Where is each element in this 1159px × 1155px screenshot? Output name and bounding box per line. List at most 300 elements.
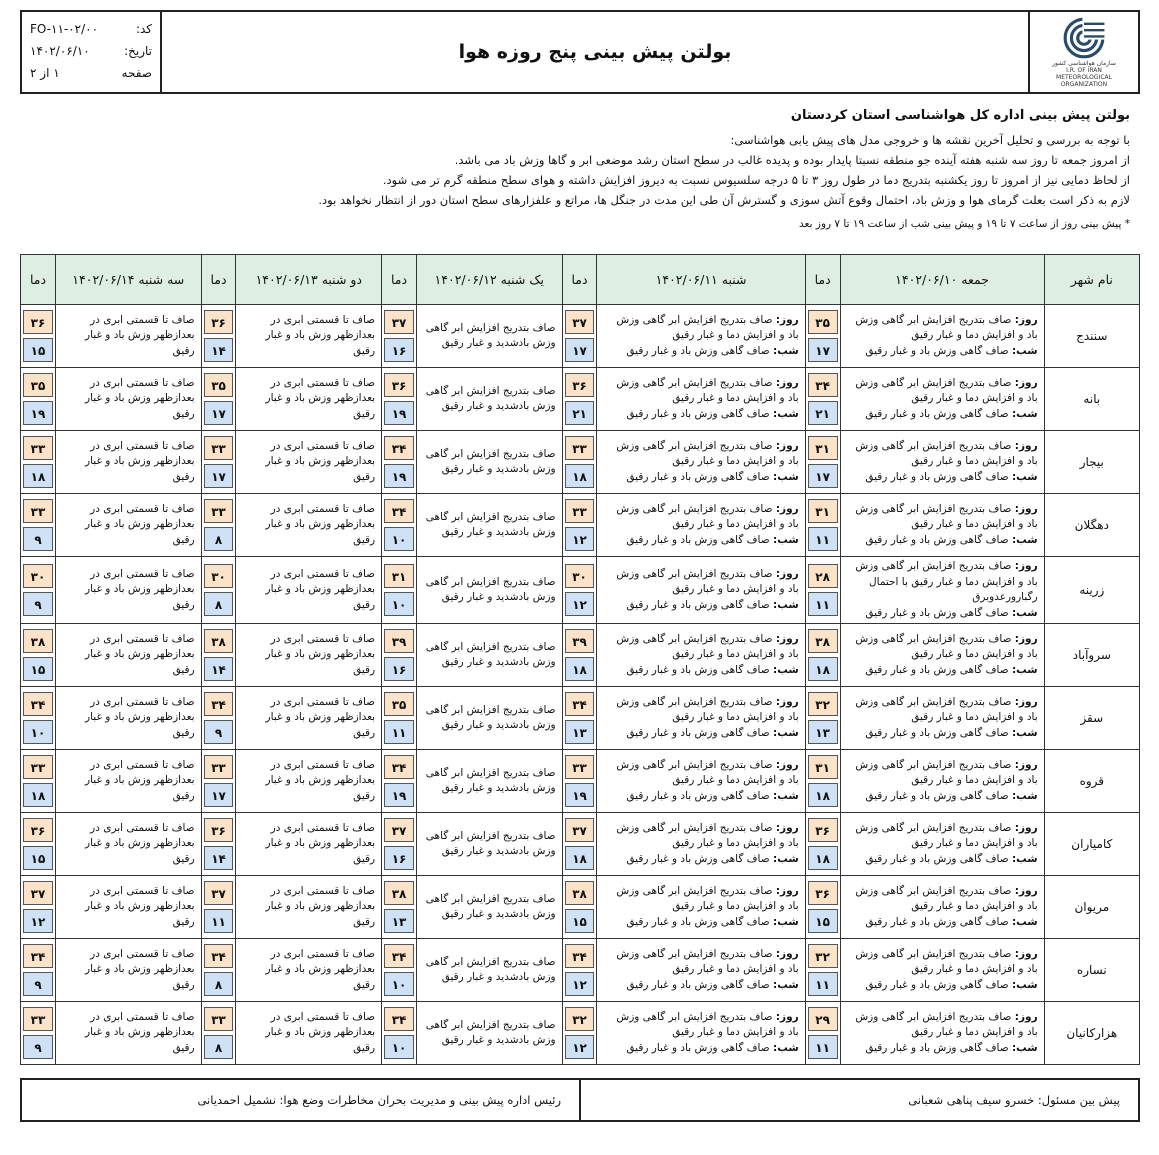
temp-cell [805, 1002, 840, 1065]
temp-cell [382, 939, 417, 1002]
temp-cell [562, 305, 597, 368]
min-temp: ۸ [204, 1035, 234, 1059]
night-forecast: صاف گاهی وزش باد و غبار رقیق [626, 915, 770, 928]
night-forecast: صاف گاهی وزش باد و غبار رقیق [626, 852, 770, 865]
temp-cell [21, 368, 56, 431]
table-row [21, 494, 1140, 557]
min-temp: ۱۷ [808, 338, 838, 362]
max-temp: ۳۸ [808, 629, 838, 653]
table-row [21, 687, 1140, 750]
temp-cell [21, 750, 56, 813]
day-label: روز: [1014, 376, 1038, 389]
day-forecast: صاف بتدریج افزایش ابر گاهی وزش باد و افزایش دما و غبار رقیق [616, 502, 799, 531]
forecast-text: صاف تا قسمتی ابری در بعدازظهر وزش باد و غبار رقیق [265, 502, 376, 546]
day-forecast: صاف بتدریج افزایش ابر گاهی وزش باد و افزایش دما و غبار رقیق [855, 947, 1038, 976]
forecast-text: صاف تا قسمتی ابری در بعدازظهر وزش باد و غبار رقیق [85, 313, 195, 357]
min-temp: ۱۰ [384, 1035, 414, 1059]
min-temp: ۱۲ [23, 909, 53, 933]
table-row [21, 876, 1140, 939]
day-forecast: صاف بتدریج افزایش ابر گاهی وزش باد و افزایش دما و غبار رقیق [855, 1010, 1038, 1039]
table-row [21, 939, 1140, 1002]
max-temp: ۳۶ [23, 818, 53, 842]
temp-cell [562, 876, 597, 939]
night-label: شب: [1011, 1041, 1038, 1054]
forecast-cell [55, 1002, 201, 1065]
forecast-cell [597, 368, 805, 431]
max-temp: ۳۲ [808, 944, 838, 968]
min-temp: ۱۵ [565, 909, 595, 933]
bulletin-title: بولتن پیش بینی پنج روزه هوا [458, 41, 732, 63]
night-forecast: صاف گاهی وزش باد و غبار رقیق [865, 915, 1009, 928]
max-temp: ۳۷ [204, 881, 234, 905]
forecast-cell [416, 939, 562, 1002]
forecast-cell [55, 750, 201, 813]
day-forecast: صاف بتدریج افزایش ابر گاهی وزش باد و افزایش دما و غبار رقیق [855, 313, 1038, 342]
max-temp: ۳۴ [384, 755, 414, 779]
col-temp: دما [382, 255, 417, 305]
forecast-cell [416, 494, 562, 557]
night-forecast: صاف گاهی وزش باد و غبار رقیق [626, 789, 770, 802]
day-label: روز: [775, 502, 799, 515]
min-temp: ۱۱ [808, 972, 838, 996]
max-temp: ۳۳ [565, 436, 595, 460]
max-temp: ۳۶ [565, 373, 595, 397]
forecast-cell [416, 687, 562, 750]
temp-cell [805, 876, 840, 939]
min-temp: ۹ [204, 720, 234, 744]
forecast-cell [55, 624, 201, 687]
night-label: شب: [773, 533, 799, 546]
forecast-cell [840, 687, 1044, 750]
min-temp: ۱۵ [23, 846, 53, 870]
max-temp: ۳۴ [565, 692, 595, 716]
forecast-cell [840, 368, 1044, 431]
min-temp: ۱۷ [204, 783, 234, 807]
max-temp: ۳۳ [23, 755, 53, 779]
night-label: شب: [1011, 789, 1038, 802]
night-forecast: صاف گاهی وزش باد و غبار رقیق [865, 1041, 1009, 1054]
min-temp: ۱۳ [384, 909, 414, 933]
temp-cell [21, 431, 56, 494]
night-forecast: صاف گاهی وزش باد و غبار رقیق [865, 407, 1009, 420]
forecast-text: صاف تا قسمتی ابری در بعدازظهر وزش باد و غبار رقیق [85, 1010, 195, 1054]
day-label: روز: [1014, 632, 1038, 645]
max-temp: ۳۴ [23, 692, 53, 716]
city-name: قروه [1044, 750, 1139, 813]
intro-line: لازم به ذکر است بعلت گرمای هوا و وزش باد، احتمال وقوع آتش سوزی و گسترش آن طی این مدت در جنگل ها، مراتع و علفزارهای سطح استان دور از انتظار نخواهد بود. [318, 193, 1130, 207]
max-temp: ۳۷ [565, 310, 595, 334]
night-label: شب: [773, 470, 799, 483]
temp-cell [562, 557, 597, 624]
forecast-cell [55, 305, 201, 368]
document-meta [22, 12, 162, 92]
forecast-text: صاف تا قسمتی ابری در بعدازظهر وزش باد و غبار رقیق [85, 884, 195, 928]
max-temp: ۳۳ [565, 755, 595, 779]
min-temp: ۱۷ [204, 401, 234, 425]
temp-cell [805, 813, 840, 876]
min-temp: ۸ [204, 527, 234, 551]
forecast-text: صاف تا قسمتی ابری در بعدازظهر وزش باد و غبار رقیق [85, 632, 195, 676]
forecast-cell [236, 557, 382, 624]
temp-cell [21, 939, 56, 1002]
meteorological-logo-icon [1056, 16, 1112, 60]
temp-cell [382, 624, 417, 687]
max-temp: ۳۳ [204, 436, 234, 460]
intro-line: از لحاظ دمایی نیز از امروز تا روز یکشنبه بتدریج دما در طول روز ۳ تا ۵ درجه سلسیوس نسبت به دیروز افزایش داشته و هوای سطح منطقه گرم تر می شود. [382, 173, 1130, 187]
max-temp: ۳۳ [204, 1007, 234, 1031]
table-row [21, 813, 1140, 876]
forecast-text: صاف تا قسمتی ابری در بعدازظهر وزش باد و غبار رقیق [265, 632, 376, 676]
forecast-text: صاف تا قسمتی ابری در بعدازظهر وزش باد و غبار رقیق [85, 821, 195, 865]
forecast-text: صاف تا قسمتی ابری در بعدازظهر وزش باد و غبار رقیق [265, 313, 376, 357]
max-temp: ۳۴ [23, 944, 53, 968]
night-label: شب: [1011, 663, 1038, 676]
night-forecast: صاف گاهی وزش باد و غبار رقیق [626, 533, 770, 546]
max-temp: ۳۷ [384, 818, 414, 842]
temp-cell [382, 750, 417, 813]
forecast-cell [236, 813, 382, 876]
temp-cell [201, 624, 236, 687]
forecast-text: صاف بتدریج افزایش ابر گاهی وزش بادشدید و غبار رقیق [425, 703, 556, 731]
day-label: روز: [775, 567, 799, 580]
bulletin-header [20, 10, 1140, 94]
forecast-cell [416, 876, 562, 939]
table-row [21, 624, 1140, 687]
max-temp: ۲۹ [808, 1007, 838, 1031]
day-label: روز: [1014, 947, 1038, 960]
day-forecast: صاف بتدریج افزایش ابر گاهی وزش باد و افزایش دما و غبار رقیق [855, 502, 1038, 531]
col-day4: دو شنبه ۱۴۰۲/۰۶/۱۳ [236, 255, 382, 305]
day-label: روز: [775, 947, 799, 960]
forecast-text: صاف بتدریج افزایش ابر گاهی وزش بادشدید و غبار رقیق [425, 447, 556, 475]
day-label: روز: [775, 439, 799, 452]
forecast-text: صاف تا قسمتی ابری در بعدازظهر وزش باد و غبار رقیق [265, 758, 376, 802]
forecaster-signature: پیش بین مسئول: خسرو سیف پناهی شعبانی [908, 1093, 1120, 1107]
forecast-table [20, 254, 1140, 1065]
min-temp: ۱۹ [23, 401, 53, 425]
table-row [21, 1002, 1140, 1065]
forecast-cell [55, 494, 201, 557]
night-label: شب: [1011, 915, 1038, 928]
min-temp: ۱۷ [565, 338, 595, 362]
night-label: شب: [773, 407, 799, 420]
min-temp: ۱۱ [384, 720, 414, 744]
night-label: شب: [773, 663, 799, 676]
forecast-cell [597, 1002, 805, 1065]
min-temp: ۱۶ [384, 657, 414, 681]
night-label: شب: [773, 344, 799, 357]
temp-cell [201, 813, 236, 876]
min-temp: ۱۱ [808, 592, 838, 616]
min-temp: ۱۰ [384, 972, 414, 996]
max-temp: ۳۶ [384, 373, 414, 397]
forecast-cell [236, 687, 382, 750]
temp-cell [382, 494, 417, 557]
intro-heading: بولتن پیش بینی اداره کل هواشناسی استان کردستان [790, 108, 1130, 123]
col-temp: دما [805, 255, 840, 305]
forecast-text: صاف تا قسمتی ابری در بعدازظهر وزش باد و غبار رقیق [85, 567, 195, 611]
max-temp: ۳۸ [384, 881, 414, 905]
temp-cell [201, 750, 236, 813]
city-name: دهگلان [1044, 494, 1139, 557]
min-temp: ۹ [23, 592, 53, 616]
min-temp: ۱۲ [565, 972, 595, 996]
temp-cell [562, 1002, 597, 1065]
night-label: شب: [773, 1041, 799, 1054]
forecast-cell [597, 624, 805, 687]
day-label: روز: [1014, 884, 1038, 897]
temp-cell [201, 687, 236, 750]
forecast-cell [840, 939, 1044, 1002]
col-temp: دما [201, 255, 236, 305]
max-temp: ۲۸ [808, 564, 838, 588]
temp-cell [21, 494, 56, 557]
organization-logo [1028, 12, 1138, 92]
forecast-text: صاف بتدریج افزایش ابر گاهی وزش بادشدید و غبار رقیق [425, 766, 556, 794]
day-forecast: صاف بتدریج افزایش ابر گاهی وزش باد و افزایش دما و غبار رقیق [855, 632, 1038, 661]
forecast-cell [840, 813, 1044, 876]
temp-cell [562, 750, 597, 813]
forecast-text: صاف بتدریج افزایش ابر گاهی وزش بادشدید و غبار رقیق [425, 955, 556, 983]
temp-cell [382, 876, 417, 939]
night-label: شب: [1011, 470, 1038, 483]
forecast-cell [416, 750, 562, 813]
code-value: FO-۱۱-۰۲/۰۰ [30, 22, 99, 36]
day-forecast: صاف بتدریج افزایش ابر گاهی وزش باد و افزایش دما و غبار رقیق [855, 758, 1038, 787]
forecast-text: صاف بتدریج افزایش ابر گاهی وزش بادشدید و غبار رقیق [425, 640, 556, 668]
max-temp: ۳۰ [23, 564, 53, 588]
night-forecast: صاف گاهی وزش باد و غبار رقیق [626, 344, 770, 357]
day-label: روز: [775, 695, 799, 708]
forecast-cell [55, 557, 201, 624]
forecast-cell [236, 368, 382, 431]
day-forecast: صاف بتدریج افزایش ابر گاهی وزش باد و افزایش دما و غبار رقیق [616, 821, 799, 850]
night-label: شب: [1011, 533, 1038, 546]
min-temp: ۱۷ [808, 464, 838, 488]
min-temp: ۱۹ [384, 783, 414, 807]
night-forecast: صاف گاهی وزش باد و غبار رقیق [865, 606, 1009, 619]
forecast-cell [55, 813, 201, 876]
forecast-cell [416, 1002, 562, 1065]
city-name: سروآباد [1044, 624, 1139, 687]
forecast-text: صاف تا قسمتی ابری در بعدازظهر وزش باد و غبار رقیق [265, 376, 376, 420]
temp-cell [382, 1002, 417, 1065]
max-temp: ۳۴ [204, 944, 234, 968]
night-forecast: صاف گاهی وزش باد و غبار رقیق [626, 978, 770, 991]
col-day3: یک شنبه ۱۴۰۲/۰۶/۱۲ [416, 255, 562, 305]
temp-cell [562, 494, 597, 557]
max-temp: ۳۶ [808, 881, 838, 905]
max-temp: ۳۲ [808, 692, 838, 716]
day-forecast: صاف بتدریج افزایش ابر گاهی وزش باد و افزایش دما و غبار رقیق [855, 439, 1038, 468]
min-temp: ۱۲ [565, 592, 595, 616]
forecast-text: صاف بتدریج افزایش ابر گاهی وزش بادشدید و غبار رقیق [425, 510, 556, 538]
day-forecast: صاف بتدریج افزایش ابر گاهی وزش باد و افزایش دما و غبار رقیق [855, 695, 1038, 724]
logo-text: سازمان هواشناسی کشور I.R. OF IRAN METEOROLOGICAL ORGANIZATION [1052, 60, 1116, 88]
min-temp: ۸ [204, 592, 234, 616]
min-temp: ۹ [23, 527, 53, 551]
city-name: سنندج [1044, 305, 1139, 368]
forecast-text: صاف تا قسمتی ابری در بعدازظهر وزش باد و غبار رقیق [85, 695, 195, 739]
forecast-cell [597, 431, 805, 494]
max-temp: ۳۰ [565, 564, 595, 588]
bulletin-page [20, 10, 1140, 1125]
temp-cell [805, 368, 840, 431]
temp-cell [805, 494, 840, 557]
forecast-text: صاف تا قسمتی ابری در بعدازظهر وزش باد و غبار رقیق [265, 695, 376, 739]
temp-cell [562, 687, 597, 750]
forecast-cell [416, 557, 562, 624]
max-temp: ۳۷ [23, 881, 53, 905]
forecast-cell [840, 750, 1044, 813]
forecast-cell [55, 368, 201, 431]
forecast-cell [55, 939, 201, 1002]
min-temp: ۱۸ [808, 657, 838, 681]
forecast-cell [840, 305, 1044, 368]
temp-cell [201, 557, 236, 624]
date-label: تاریخ: [124, 44, 152, 58]
temp-cell [382, 305, 417, 368]
min-temp: ۱۸ [565, 657, 595, 681]
forecast-cell [55, 431, 201, 494]
forecast-cell [840, 431, 1044, 494]
forecast-cell [840, 876, 1044, 939]
page-label: صفحه [121, 66, 152, 80]
max-temp: ۳۷ [384, 310, 414, 334]
max-temp: ۳۶ [23, 310, 53, 334]
forecast-text: صاف تا قسمتی ابری در بعدازظهر وزش باد و غبار رقیق [85, 947, 195, 991]
city-name: هزارکانیان [1044, 1002, 1139, 1065]
time-note: * پیش بینی روز از ساعت ۷ تا ۱۹ و پیش بینی شب از ساعت ۱۹ تا ۷ روز بعد [799, 218, 1130, 230]
table-row [21, 750, 1140, 813]
min-temp: ۱۰ [23, 720, 53, 744]
min-temp: ۸ [204, 972, 234, 996]
min-temp: ۹ [23, 1035, 53, 1059]
forecast-text: صاف تا قسمتی ابری در بعدازظهر وزش باد و غبار رقیق [265, 884, 376, 928]
forecast-cell [236, 876, 382, 939]
max-temp: ۳۳ [565, 499, 595, 523]
night-label: شب: [773, 852, 799, 865]
forecast-cell [236, 431, 382, 494]
min-temp: ۱۸ [565, 846, 595, 870]
forecast-text: صاف تا قسمتی ابری در بعدازظهر وزش باد و غبار رقیق [265, 1010, 376, 1054]
min-temp: ۱۰ [384, 527, 414, 551]
temp-cell [201, 431, 236, 494]
city-name: سقز [1044, 687, 1139, 750]
min-temp: ۱۳ [565, 720, 595, 744]
night-forecast: صاف گاهی وزش باد و غبار رقیق [865, 344, 1009, 357]
min-temp: ۱۱ [204, 909, 234, 933]
night-forecast: صاف گاهی وزش باد و غبار رقیق [626, 598, 770, 611]
temp-cell [21, 1002, 56, 1065]
forecast-cell [840, 624, 1044, 687]
col-day5: سه شنبه ۱۴۰۲/۰۶/۱۴ [55, 255, 201, 305]
night-label: شب: [1011, 978, 1038, 991]
max-temp: ۳۳ [23, 436, 53, 460]
temp-cell [805, 431, 840, 494]
forecast-cell [55, 687, 201, 750]
day-forecast: صاف بتدریج افزایش ابر گاهی وزش باد و افزایش دما و غبار رقیق [616, 695, 799, 724]
forecast-cell [597, 494, 805, 557]
day-forecast: صاف بتدریج افزایش ابر گاهی وزش باد و افزایش دما و غبار رقیق [616, 439, 799, 468]
forecast-text: صاف بتدریج افزایش ابر گاهی وزش بادشدید و غبار رقیق [425, 384, 556, 412]
code-label: کد: [135, 22, 152, 36]
forecast-cell [416, 368, 562, 431]
temp-cell [562, 368, 597, 431]
temp-cell [21, 813, 56, 876]
forecast-cell [416, 813, 562, 876]
night-label: شب: [773, 598, 799, 611]
night-label: شب: [773, 726, 799, 739]
max-temp: ۳۵ [23, 373, 53, 397]
table-row [21, 431, 1140, 494]
day-label: روز: [1014, 313, 1038, 326]
forecast-text: صاف بتدریج افزایش ابر گاهی وزش بادشدید و غبار رقیق [425, 575, 556, 603]
min-temp: ۱۸ [565, 464, 595, 488]
max-temp: ۳۷ [565, 818, 595, 842]
intro-line: از امروز جمعه تا روز سه شنبه هفته آینده جو منطقه نسبتا پایدار بوده و پدیده غالب در سطح استان رشد موضعی ابر و گاها وزش باد می باشد. [454, 153, 1130, 167]
forecast-text: صاف تا قسمتی ابری در بعدازظهر وزش باد و غبار رقیق [265, 947, 376, 991]
temp-cell [805, 687, 840, 750]
day-label: روز: [775, 632, 799, 645]
forecast-cell [236, 750, 382, 813]
day-label: روز: [1014, 502, 1038, 515]
forecast-cell [416, 305, 562, 368]
intro-line: با توجه به بررسی و تحلیل آخرین نقشه ها و خروجی مدل های پیش یابی هواشناسی: [730, 133, 1130, 147]
temp-cell [562, 624, 597, 687]
intro-section [20, 106, 1130, 234]
day-label: روز: [775, 376, 799, 389]
max-temp: ۳۵ [808, 310, 838, 334]
forecast-cell [840, 1002, 1044, 1065]
min-temp: ۱۶ [384, 846, 414, 870]
forecast-text: صاف بتدریج افزایش ابر گاهی وزش بادشدید و غبار رقیق [425, 892, 556, 920]
forecast-cell [236, 305, 382, 368]
night-label: شب: [773, 789, 799, 802]
min-temp: ۱۱ [808, 527, 838, 551]
night-forecast: صاف گاهی وزش باد و غبار رقیق [626, 663, 770, 676]
page-value: ۱ از ۲ [30, 66, 60, 80]
day-forecast: صاف بتدریج افزایش ابر گاهی وزش باد و افزایش دما و غبار رقیق [616, 1010, 799, 1039]
min-temp: ۱۵ [23, 338, 53, 362]
night-forecast: صاف گاهی وزش باد و غبار رقیق [865, 978, 1009, 991]
day-forecast: صاف بتدریج افزایش ابر گاهی وزش باد و افزایش دما و غبار رقیق [616, 313, 799, 342]
max-temp: ۳۸ [565, 881, 595, 905]
temp-cell [562, 431, 597, 494]
forecast-cell [236, 624, 382, 687]
temp-cell [201, 305, 236, 368]
max-temp: ۳۲ [565, 1007, 595, 1031]
day-forecast: صاف بتدریج افزایش ابر گاهی وزش باد و افزایش دما و غبار رقیق [616, 758, 799, 787]
date-value: ۱۴۰۲/۰۶/۱۰ [30, 44, 90, 58]
forecast-cell [416, 624, 562, 687]
day-forecast: صاف بتدریج افزایش ابر گاهی وزش باد و افزایش دما و غبار رقیق [616, 376, 799, 405]
max-temp: ۳۴ [565, 944, 595, 968]
min-temp: ۲۱ [808, 401, 838, 425]
forecast-cell [416, 431, 562, 494]
day-forecast: صاف بتدریج افزایش ابر گاهی وزش باد و افزایش دما و غبار رقیق با احتمال رگبارورعدوبرق [855, 560, 1038, 603]
bulletin-footer [20, 1078, 1140, 1122]
day-label: روز: [775, 1010, 799, 1023]
forecast-cell [597, 939, 805, 1002]
forecast-cell [597, 305, 805, 368]
min-temp: ۱۶ [384, 338, 414, 362]
min-temp: ۱۲ [565, 1035, 595, 1059]
min-temp: ۱۰ [384, 592, 414, 616]
forecast-text: صاف تا قسمتی ابری در بعدازظهر وزش باد و غبار رقیق [265, 439, 376, 483]
night-label: شب: [1011, 606, 1038, 619]
day-forecast: صاف بتدریج افزایش ابر گاهی وزش باد و افزایش دما و غبار رقیق [616, 947, 799, 976]
